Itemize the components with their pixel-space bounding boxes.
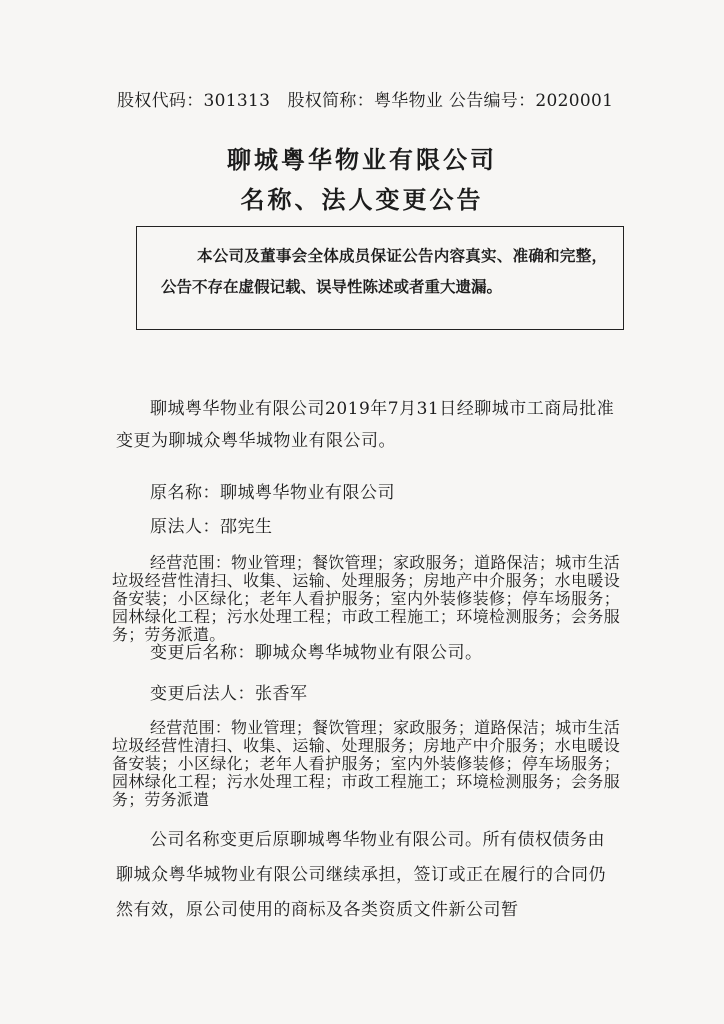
disclaimer-box <box>136 226 624 330</box>
original-business-scope: 经营范围：物业管理；餐饮管理；家政服务；道路保洁；城市生活垃圾经营性清扫、收集、运输、处理服务；房地产中介服务；水电暖设备安装；小区绿化；老年人看护服务；室内外装修装修；停车场服务；园林绿化工程；污水处理工程；市政工程施工；环境检测服务；会务服务；劳务派遣。 <box>112 553 620 644</box>
original-legal-person: 原法人：邵宪生 <box>150 517 273 537</box>
new-company-name: 变更后名称：聊城众粤华城物业有限公司。 <box>150 643 483 663</box>
intro-paragraph: 聊城粤华物业有限公司2019年7月31日经聊城市工商局批准变更为聊城众粤华城物业有限公司。 <box>116 399 615 451</box>
disclaimer-text: 本公司及董事会全体成员保证公告内容真实、准确和完整，公告不存在虚假记载、误导性陈述或者重大遗漏。 <box>161 247 607 296</box>
company-title: 聊城粤华物业有限公司 <box>227 146 497 174</box>
stock-info-header: 股权代码：301313 股权简称：粤华物业 公告编号：2020001 <box>117 91 614 111</box>
announcement-title: 名称、法人变更公告 <box>240 186 484 214</box>
new-business-scope: 经营范围：物业管理；餐饮管理；家政服务；道路保洁；城市生活垃圾经营性清扫、收集、运输、处理服务；房地产中介服务；水电暖设备安装；小区绿化；老年人看护服务；室内外装修装修；停车场服务；园林绿化工程；污水处理工程；市政工程施工；环境检测服务；会务服务；劳务派遣 <box>112 718 620 809</box>
original-name: 原名称：聊城粤华物业有限公司 <box>150 483 395 503</box>
closing-paragraph: 公司名称变更后原聊城粤华物业有限公司。所有债权债务由聊城众粤华城物业有限公司继续承担，签订或正在履行的合同仍然有效，原公司使用的商标及各类资质文件新公司暂 <box>116 830 606 920</box>
new-legal-person: 变更后法人：张香军 <box>150 684 308 704</box>
